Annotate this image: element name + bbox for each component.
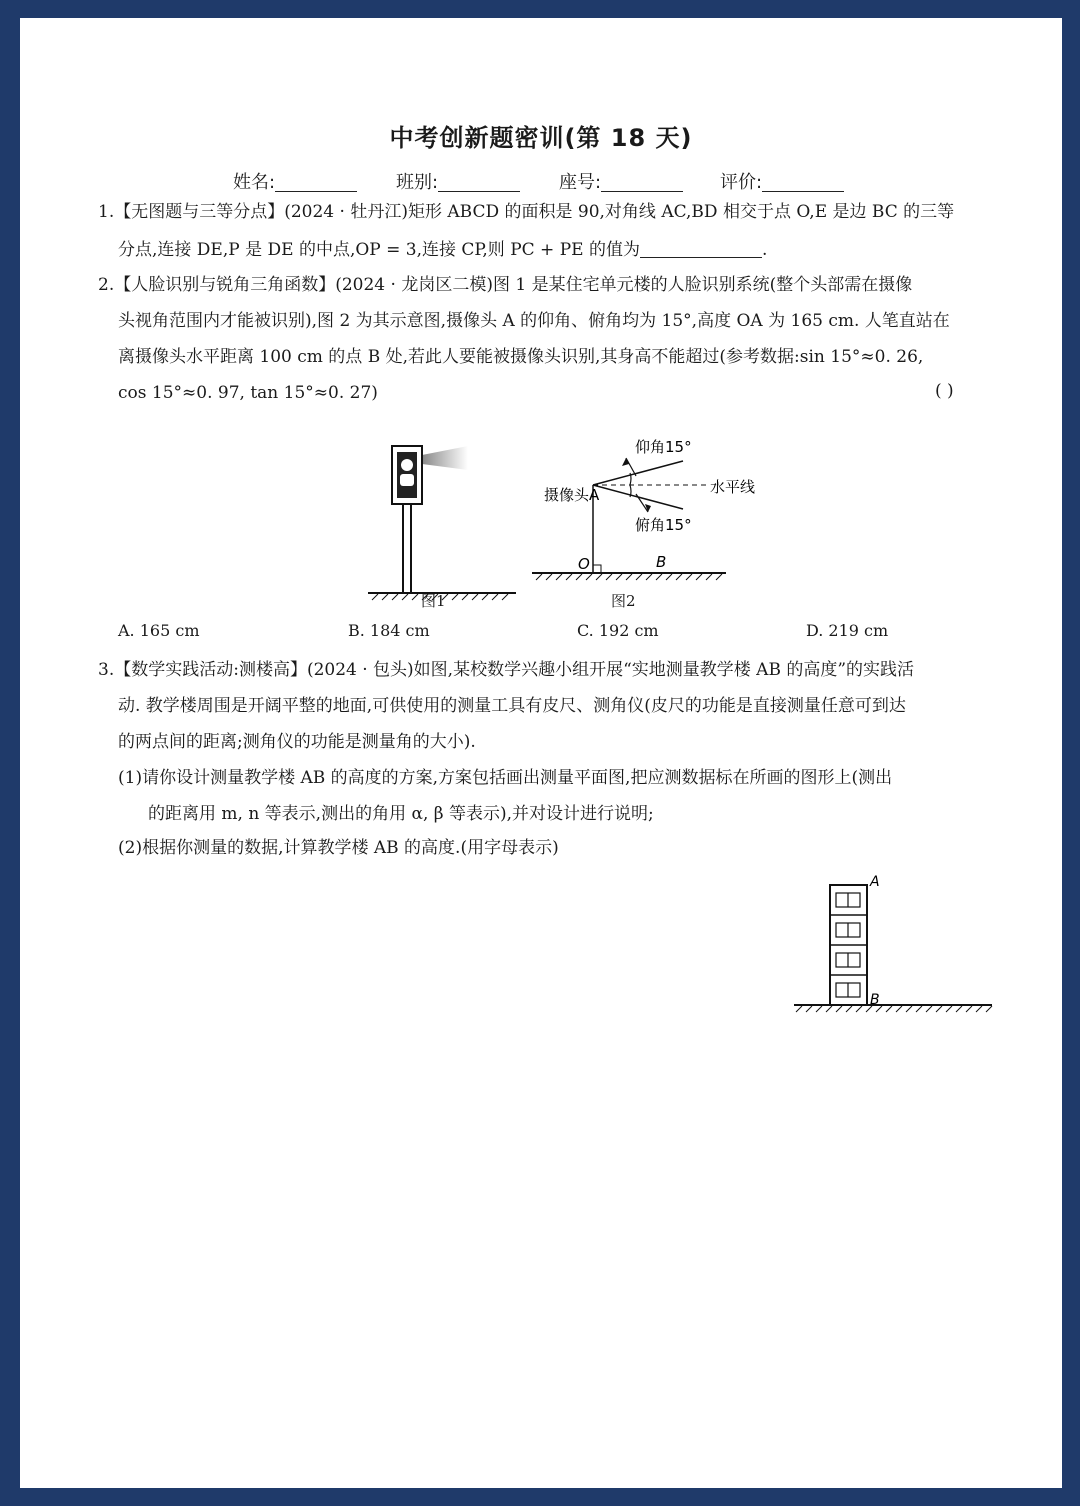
q2-answer-paren[interactable]: ( ) <box>935 381 954 401</box>
seat-field[interactable] <box>559 168 683 194</box>
figure-2 <box>518 416 758 586</box>
worksheet-page <box>20 18 1062 1488</box>
name-label: 姓名: <box>233 172 276 193</box>
q3-sub1-line-2: 的距离用 m, n 等表示,测出的角用 α, β 等表示),并对设计进行说明; <box>148 804 654 824</box>
elevation-arc <box>630 473 631 485</box>
q1-line-2-text: 分点,连接 DE,P 是 DE 的中点,OP = 3,连接 CP,则 PC + PE 的值为 <box>118 240 640 260</box>
option-d[interactable]: D. 219 cm <box>806 621 889 640</box>
elevation-pointer <box>626 458 636 476</box>
depression-arc <box>630 485 631 497</box>
q1-answer-blank[interactable] <box>640 239 762 258</box>
seat-label: 座号: <box>559 172 602 193</box>
depression-label: 俯角15° <box>635 516 692 534</box>
elevation-ray <box>593 461 683 485</box>
q2-line-4: cos 15°≈0. 97, tan 15°≈0. 27) <box>118 383 378 403</box>
body-icon <box>400 474 414 486</box>
q1-line-1: 1.【无图题与三等分点】(2024 · 牡丹江)矩形 ABCD 的面积是 90,对角线 AC,BD 相交于点 O,E 是边 BC 的三等 <box>98 202 955 222</box>
q3-sub2: (2)根据你测量的数据,计算教学楼 AB 的高度.(用字母表示) <box>118 838 559 858</box>
point-A-label: A <box>870 874 880 890</box>
point-O-label: O <box>578 555 590 573</box>
figure-1 <box>368 440 518 615</box>
q3-line-1: 3.【数学实践活动:测楼高】(2024 · 包头)如图,某校数学兴趣小组开展“实地测量教学楼 AB 的高度”的实践活 <box>98 660 915 680</box>
name-field[interactable] <box>233 168 357 194</box>
class-field[interactable] <box>396 168 520 194</box>
name-blank[interactable] <box>275 171 357 192</box>
ground-hatch <box>536 574 722 580</box>
q1-line-2-end: . <box>761 240 768 260</box>
point-B-label: B <box>656 553 667 571</box>
horizontal-label: 水平线 <box>710 478 756 496</box>
fig2-caption: 图2 <box>611 592 636 610</box>
eval-field[interactable] <box>720 168 844 194</box>
option-a[interactable]: A. 165 cm <box>118 621 200 640</box>
seat-blank[interactable] <box>601 171 683 192</box>
elevation-arrowhead <box>622 458 629 466</box>
student-info-row <box>233 168 873 198</box>
eval-label: 评价: <box>720 172 763 193</box>
option-b[interactable]: B. 184 cm <box>348 621 430 640</box>
ground-hatch <box>796 1006 992 1012</box>
camera-label: 摄像头A <box>544 486 600 504</box>
class-label: 班别: <box>396 172 439 193</box>
q2-line-1: 2.【人脸识别与锐角三角函数】(2024 · 龙岗区二模)图 1 是某住宅单元楼的人脸识别系统(整个头部需在摄像 <box>98 275 913 295</box>
option-c[interactable]: C. 192 cm <box>577 621 659 640</box>
eval-blank[interactable] <box>762 171 844 192</box>
camera-beam <box>422 446 468 470</box>
right-angle-mark <box>593 565 601 573</box>
q2-line-2: 头视角范围内才能被识别),图 2 为其示意图,摄像头 A 的仰角、俯角均为 15°,高度 OA 为 165 cm. 人笔直站在 <box>118 311 950 331</box>
q2-line-3: 离摄像头水平距离 100 cm 的点 B 处,若此人要能被摄像头识别,其身高不能超过(参考数据:sin 15°≈0. 26, <box>118 347 924 367</box>
class-blank[interactable] <box>438 171 520 192</box>
face-icon <box>401 459 413 471</box>
depression-pointer <box>636 494 648 512</box>
q3-sub1-line-1: (1)请你设计测量教学楼 AB 的高度的方案,方案包括画出测量平面图,把应测数据标在所画的图形上(测出 <box>118 768 893 788</box>
elevation-label: 仰角15° <box>635 438 692 456</box>
q1-line-2 <box>118 238 1018 262</box>
q3-line-2: 动. 教学楼周围是开阔平整的地面,可供使用的测量工具有皮尺、测角仪(皮尺的功能是直接测量任意可到达 <box>118 696 906 716</box>
page-title: 中考创新题密训(第 18 天) <box>389 124 693 152</box>
fig1-caption: 图1 <box>421 592 446 610</box>
q3-line-3: 的两点间的距离;测角仪的功能是测量角的大小). <box>118 732 476 752</box>
point-B-label: B <box>870 992 880 1008</box>
building-figure <box>790 870 1000 1020</box>
